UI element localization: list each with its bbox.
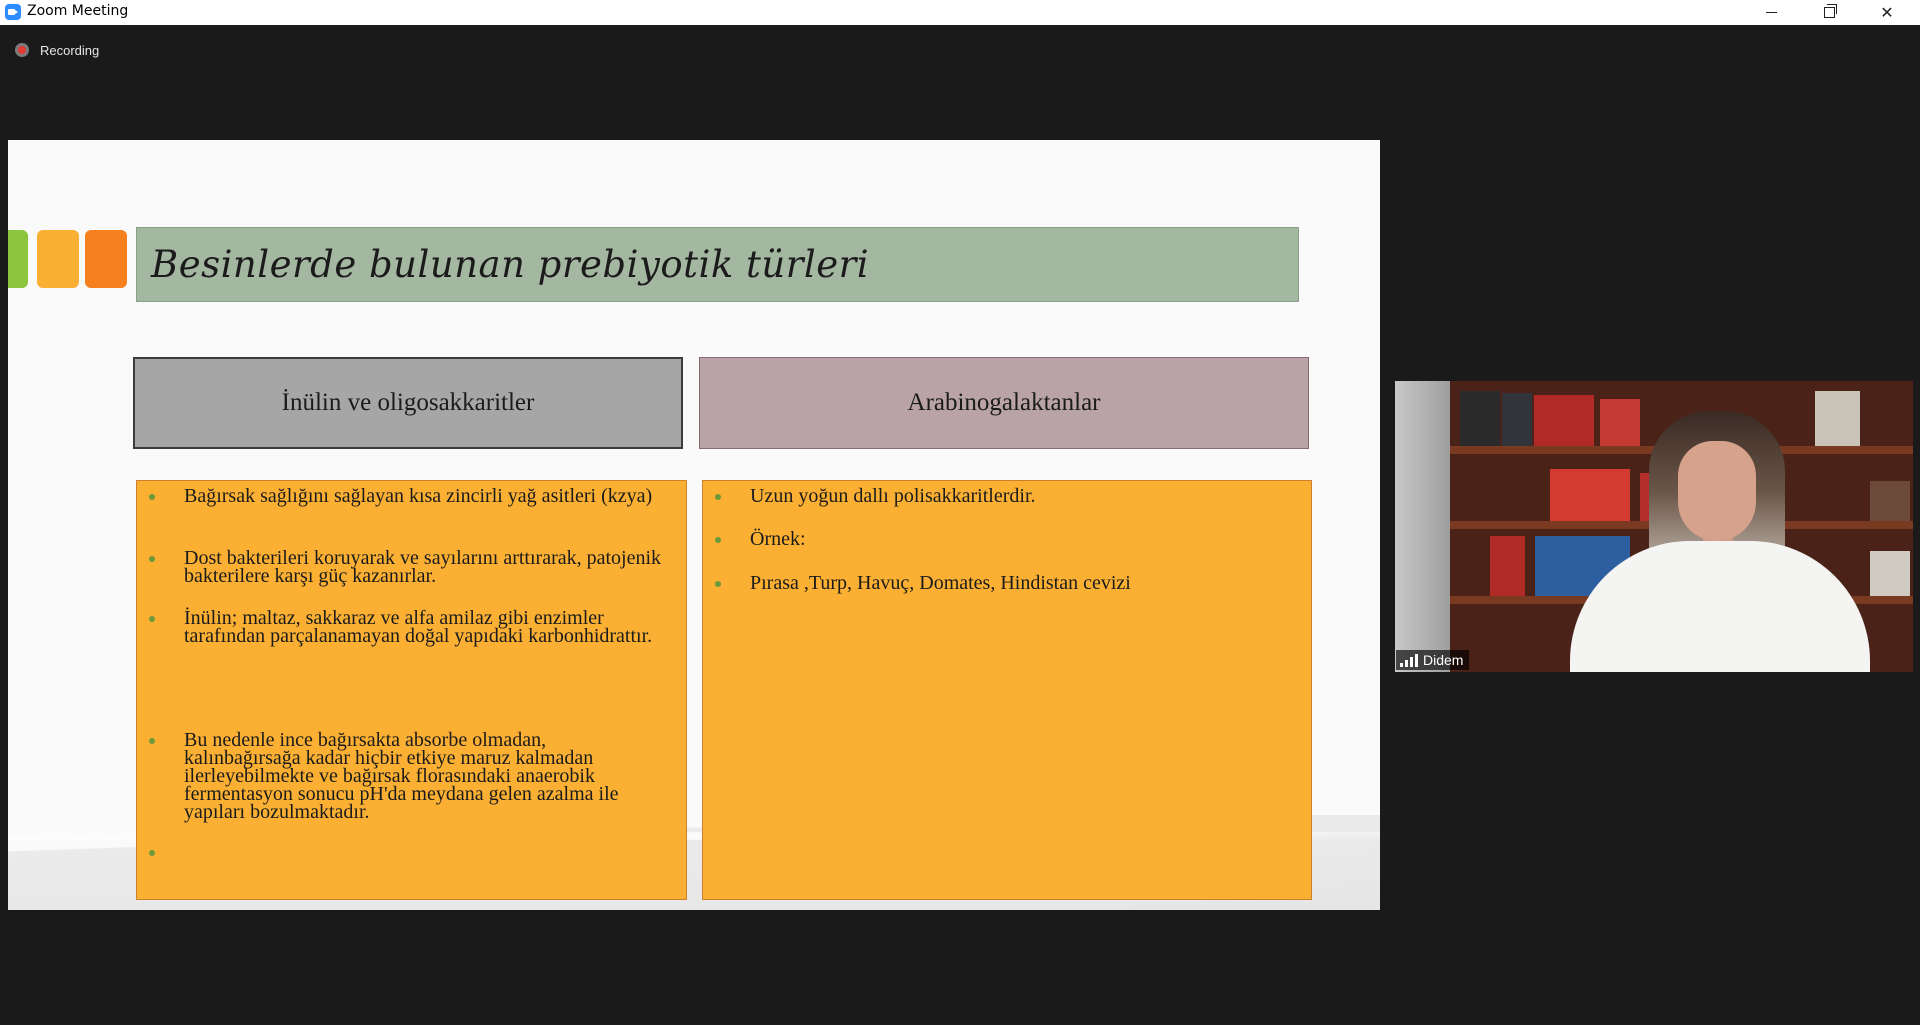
video-books [1870,551,1910,596]
column-header-inulin [133,357,683,449]
bullet-icon [149,556,155,562]
bullet-text: Uzun yoğun dallı polisakkaritlerdir. [750,485,1036,507]
participant-name-tag [1396,650,1469,670]
shared-screen-slide [8,140,1380,910]
video-books [1870,481,1910,521]
bullet-icon [715,537,721,543]
record-icon [15,43,29,57]
video-books [1600,399,1640,446]
bullet-text: İnülin; maltaz, sakkaraz ve alfa amilaz gibi enzimler tarafından parçalanamayan doğal yapıdaki karbonhidrattır. [184,607,653,647]
accent-square-green [8,230,28,288]
minimize-icon [1766,12,1777,13]
participant-video-tile[interactable] [1395,381,1913,672]
bullet-icon [715,494,721,500]
video-background-wall [1395,381,1455,672]
bullet-icon [149,738,155,744]
close-button[interactable] [1864,0,1910,25]
recording-indicator[interactable] [15,42,99,58]
bullet-icon [715,581,721,587]
accent-square-yellow [37,230,79,288]
restore-button[interactable] [1806,0,1852,25]
window-title: Zoom Meeting [27,3,129,19]
column-header-arabinogalaktan [699,357,1309,449]
signal-bars-icon [1400,654,1418,667]
bullet-text: Örnek: [750,528,806,550]
slide-title: Besinlerde bulunan prebiyotik türleri [151,243,870,286]
bullet-icon [149,616,155,622]
bullet-icon [149,494,155,500]
recording-label: Recording [40,42,100,58]
restore-icon [1824,7,1835,18]
participant-name: Didem [1423,652,1464,668]
participant-face [1678,441,1756,541]
video-books [1460,391,1500,446]
video-books [1502,393,1532,446]
video-books [1550,469,1630,521]
column-header-label: Arabinogalaktanlar [907,389,1101,416]
video-books [1815,391,1860,446]
video-books [1490,536,1525,596]
bullet-text: Bu nedenle ince bağırsakta absorbe olmadan, kalınbağırsağa kadar hiçbir etkiye maruz kalmadan ilerleyebilmekte ve bağırsak florasındaki anaerobik fermentasyon sonucu pH'da meydana gelen azalma ile yapıları bozulmaktadır. [184,729,619,823]
bullet-text: Pırasa ,Turp, Havuç, Domates, Hindistan cevizi [750,572,1131,594]
content-box-right [702,480,1312,900]
bullet-icon [149,850,155,856]
window-title-bar [0,0,1920,25]
video-books [1534,395,1594,446]
zoom-app-icon [5,4,21,20]
close-icon: ✕ [1880,3,1894,22]
accent-square-orange [85,230,127,288]
content-box-left [136,480,687,900]
bullet-text: Dost bakterileri koruyarak ve sayılarını arttırarak, patojenik bakterilere karşı güç kazanırlar. [184,547,662,587]
column-header-label: İnülin ve oligosakkaritler [281,389,535,416]
bullet-text: Bağırsak sağlığını sağlayan kısa zincirli yağ asitleri (kzya) [184,485,653,507]
minimize-button[interactable] [1748,0,1794,25]
slide-title-box [136,227,1299,302]
